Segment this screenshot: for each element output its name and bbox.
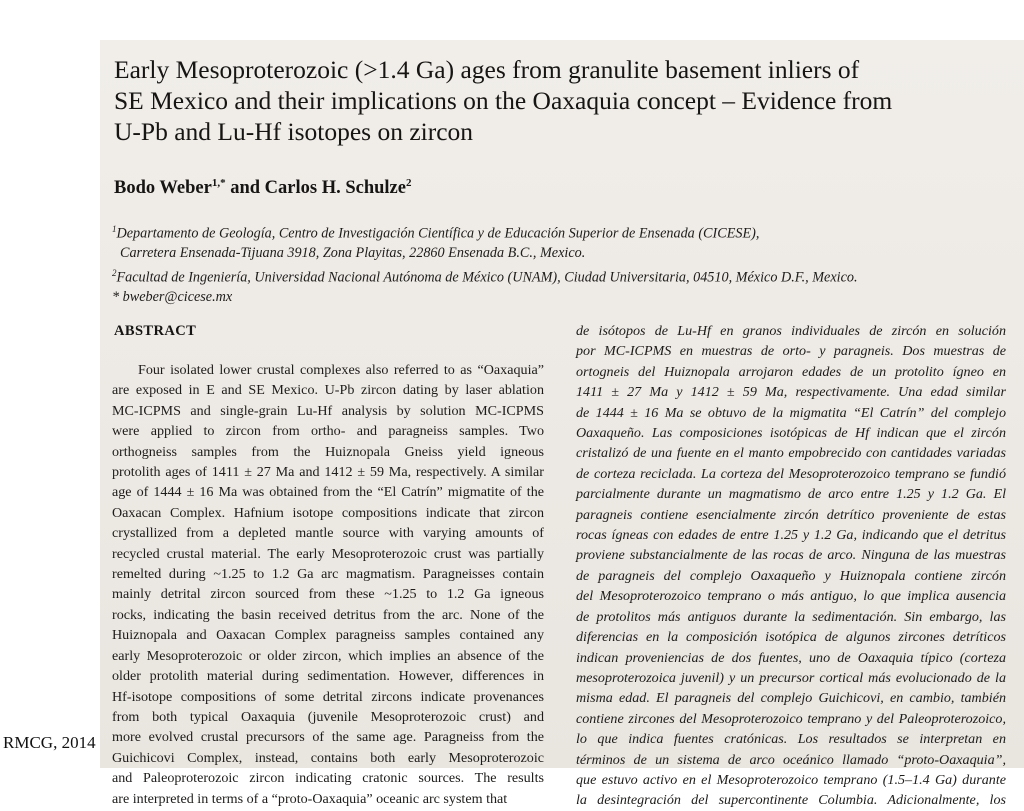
resumen-line: términos de un sistema de arco oceánico llamado “proto-Oaxaquia”, [576, 751, 1006, 768]
abstract-spanish [576, 321, 1006, 811]
resumen-line: por MC-ICPMS en muestras de orto- y paragneis. Dos muestras de [576, 343, 1006, 360]
resumen-line: Oaxaqueño. Las composiciones isotópicas de Hf indican que el zircón [576, 425, 1006, 442]
resumen-line: de protolitos más antiguos durante la sedimentación. Sin embargo, las [576, 608, 1006, 625]
resumen-line: proviene substancialmente de las rocas de arco. Ninguna de las muestras [576, 547, 1006, 564]
abstract-line: are exposed in E and SE Mexico. U-Pb zircon dating by laser ablation [112, 382, 544, 399]
abstract-line: Four isolated lower crustal complexes also referred to as “Oaxaquia” [138, 362, 544, 378]
affiliation-marker: 1 [112, 224, 117, 234]
resumen-line: rocas ígneas con edades de entre 1.25 y 1.2 Ga, indicando que el detritus [576, 527, 1006, 544]
resumen-line: de paragneis del complejo Oaxaqueño y Huiznopala contiene zircón [576, 567, 1006, 584]
resumen-line: del Mesoproterozoico temprano o más antiguo, lo que implica ausencia [576, 588, 1006, 605]
title-line: U-Pb and Lu-Hf isotopes on zircon [114, 117, 474, 146]
resumen-line: que estuvo activo en el Mesoproterozoico temprano (1.5–1.4 Ga) durante [576, 771, 1006, 788]
abstract-heading: ABSTRACT [114, 323, 197, 339]
affiliation-line [112, 220, 1002, 244]
resumen-line: paragneis contiene esencialmente zircón detrítico proveniente de estas [576, 506, 1006, 523]
affiliation-text: Facultad de Ingeniería, Universidad Nacional Autónoma de México (UNAM), Ciudad Universitaria, 04510, México D.F., Mexico. [116, 269, 858, 286]
abstract-line: protolith ages of 1411 ± 27 Ma and 1412 ± 59 Ma, respectively. A similar [112, 464, 544, 481]
abstract-line: Oaxacan Complex. Hafnium isotope compositions indicate that zircon [112, 504, 544, 521]
resumen-line: la desintegración del supercontinente Columbia. Adicionalmente, los [576, 792, 1006, 809]
abstract-line: rocks, indicating the basin received detritus from the arc. None of the [112, 606, 544, 623]
abstract-english [112, 360, 544, 809]
abstract-line: Hf-isotope compositions of some detrital zircons indicate provenances [112, 688, 544, 705]
resumen-line: cristalizó de una fuente en el manto empobrecido con cantidades variadas [576, 445, 1006, 462]
affiliation-text: Carretera Ensenada-Tijuana 3918, Zona Playitas, 22860 Ensenada B.C., Mexico. [120, 245, 586, 262]
resumen-line: de isótopos de Lu-Hf en granos individuales de zircón en solución [576, 323, 1006, 339]
abstract-line: older protolith material during sedimentation. However, differences in [112, 668, 544, 685]
abstract-line: age of 1444 ± 16 Ma was obtained from the “El Catrín” migmatite of the [112, 484, 544, 501]
abstract-line: crystallized from a depleted mantle source with varying amounts of [112, 525, 544, 542]
resumen-line: lo que indica fuentes cratónicas. Los resultados se interpretan en [576, 731, 1006, 748]
author-list [114, 177, 411, 199]
author-affiliation-marker: 1,* [211, 177, 226, 189]
resumen-line: parcialmente durante un magmatismo de arco entre 1.25 y 1.2 Ga. El [576, 486, 1006, 503]
abstract-line: MC-ICPMS and single-grain Lu-Hf analysis by solution MC-ICPMS [112, 402, 544, 419]
title-line: SE Mexico and their implications on the Oaxaquia concept – Evidence from [114, 86, 893, 115]
affiliation-line [112, 244, 1002, 264]
abstract-line: early Mesoproterozoic or older zircon, which implies an absence of the [112, 647, 544, 664]
affiliation-marker: 2 [112, 267, 117, 278]
resumen-line: 1411 ± 27 Ma y 1412 ± 59 Ma, respectivamente. Una edad similar [576, 384, 1006, 401]
author-name: Carlos H. Schulze [264, 178, 406, 199]
resumen-line: misma edad. El paragneis del complejo Guichicovi, en cambio, también [576, 690, 1006, 707]
paper-title [114, 54, 994, 147]
abstract-line: were applied to zircon from ortho- and paragneiss samples. Two [112, 423, 544, 440]
abstract-line: Huiznopala and Oaxacan Complex paragneiss samples contained any [112, 627, 544, 644]
abstract-line: are interpreted in terms of a “proto-Oaxaquia” oceanic arc system that [112, 790, 508, 807]
resumen-line: de 1444 ± 16 Ma se obtuvo de la migmatita “El Catrín” del complejo [576, 404, 1006, 421]
title-line: Early Mesoproterozoic (>1.4 Ga) ages from granulite basement inliers of [114, 55, 860, 84]
abstract-line: Guichicovi Complex, instead, contains both early Mesoproterozoic [112, 749, 544, 766]
author-conjunction: and [225, 178, 265, 199]
author-name: Bodo Weber [114, 178, 212, 199]
source-label: RMCG, 2014 [0, 731, 98, 755]
affiliation-line [112, 264, 1002, 288]
abstract-line: remelted during ~1.25 to 1.2 Ga arc magmatism. Paragneisses contain [112, 566, 544, 583]
resumen-line: ortogneis del Huiznopala arrojaron edades de un protolito ígneo en [576, 363, 1006, 380]
abstract-line: and Paleoproterozoic zircon indicating cratonic sources. The results [112, 770, 544, 787]
corresponding-email: * bweber@cicese.mx [112, 288, 233, 305]
abstract-line: more evolved crustal precursors of the same age. Paragneiss from the [112, 729, 544, 746]
affiliation-text: Departamento de Geología, Centro de Investigación Científica y de Educación Superior de Ensenada (CICESE), [116, 225, 760, 242]
author-affiliation-marker: 2 [405, 177, 412, 189]
abstract-line: from both typical Oaxaquia (juvenile Mesoproterozoic crust) and [112, 708, 544, 725]
abstract-line: recycled crustal material. The early Mesoproterozoic crust was partially [112, 545, 544, 562]
resumen-line: indican proveniencias de dos fuentes, uno de Oaxaquia típico (corteza [576, 649, 1006, 666]
abstract-line: orthogneiss samples from the Huiznopala Gneiss yield igneous [112, 443, 544, 460]
abstract-line: mainly detrital zircon sourced from these ~1.25 to 1.2 Ga igneous [112, 586, 544, 603]
resumen-line: diferencias en la composición isotópica de algunos zircones detríticos [576, 629, 1006, 646]
paper-scan [100, 40, 1024, 809]
affiliations [112, 220, 1002, 307]
resumen-line: de corteza reciclada. La corteza del Mesoproterozoico temprano se fundió [576, 465, 1006, 482]
resumen-line: mesoproterozoica juvenil) y un precursor cortical más evolucionado de la [576, 669, 1006, 686]
resumen-line: contiene zircones del Mesoproterozoico temprano y del Paleoproterozoico, [576, 710, 1006, 727]
